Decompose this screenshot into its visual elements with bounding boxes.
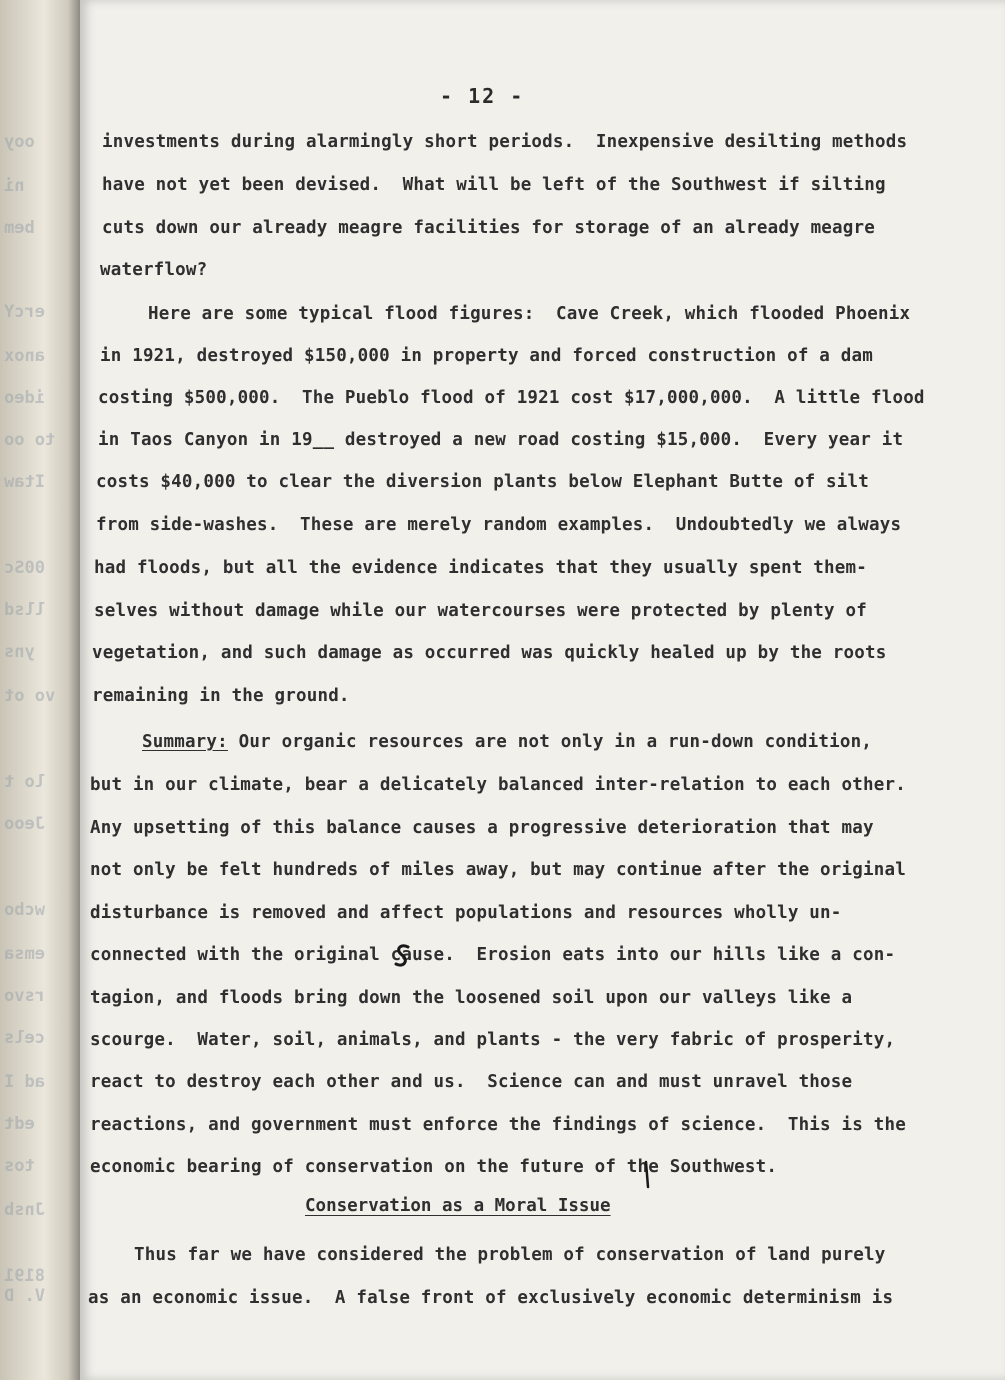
text-line: in Taos Canyon in 19__ destroyed a new road costing $15,000. Every year it <box>98 430 904 450</box>
text-line: costing $500,000. The Pueblo flood of 1921 cost $17,000,000. A little flood <box>98 388 925 408</box>
text-line: Thus far we have considered the problem of conservation of land purely <box>134 1245 886 1265</box>
bleed-fragment: anox <box>4 346 45 366</box>
text-line: tagion, and floods bring down the loosened soil upon our valleys like a <box>90 988 853 1008</box>
bleed-fragment: bem <box>4 218 35 238</box>
bleed-fragment: to oo <box>4 430 56 450</box>
bleed-fragment: lo t <box>4 772 45 792</box>
text-line: disturbance is removed and affect populations and resources wholly un- <box>90 903 842 923</box>
bleed-fragment: ad I <box>4 1072 45 1092</box>
text-line: but in our climate, bear a delicately balanced inter-relation to each other. <box>90 775 906 795</box>
text-line: selves without damage while our watercourses were protected by plenty of <box>94 601 867 621</box>
bleed-fragment: wcbo <box>4 900 45 920</box>
facing-page-bleed <box>0 0 70 1380</box>
text-line: waterflow? <box>100 260 208 280</box>
bleed-fragment: ooy <box>4 132 35 152</box>
text-line: scourge. Water, soil, animals, and plants - the very fabric of prosperity, <box>90 1030 896 1050</box>
bleed-fragment: 8191 <box>4 1266 45 1286</box>
text-line: from side-washes. These are merely random examples. Undoubtedly we always <box>96 515 902 535</box>
bleed-fragment: llsd <box>4 600 45 620</box>
bleed-fragment: cels <box>4 1028 45 1048</box>
text-line: Our organic resources are not only in a run-down condition, <box>227 732 873 752</box>
bleed-fragment: ercY <box>4 302 45 322</box>
handwritten-correction-mark <box>392 942 414 970</box>
bleed-fragment: emsa <box>4 944 45 964</box>
bleed-fragment: Jnsb <box>4 1200 45 1220</box>
text-line: remaining in the ground. <box>92 686 350 706</box>
text-line: have not yet been devised. What will be left of the Southwest if silting <box>102 175 886 195</box>
text-line: costs $40,000 to clear the diversion plants below Elephant Butte of silt <box>96 472 869 492</box>
text-line: not only be felt hundreds of miles away, but may continue after the original <box>90 860 906 880</box>
bleed-fragment: ni <box>4 176 25 196</box>
typewritten-page <box>80 0 1005 1380</box>
text-line: react to destroy each other and us. Science can and must unravel those <box>90 1072 853 1092</box>
summary-line <box>142 732 872 752</box>
text-line: vegetation, and such damage as occurred was quickly healed up by the roots <box>92 643 887 663</box>
bleed-fragment: V. D <box>4 1286 45 1306</box>
bleed-fragment: 00Sc <box>4 558 45 578</box>
bleed-fragment: Jeoo <box>4 814 45 834</box>
text-line: had floods, but all the evidence indicates that they usually spent them- <box>94 558 867 578</box>
handwritten-insertion-mark <box>642 1160 652 1190</box>
bleed-fragment: Itaw <box>4 472 45 492</box>
bleed-fragment: yns <box>4 642 35 662</box>
text-line: economic bearing of conservation on the future of the Southwest. <box>90 1157 778 1177</box>
text-line: as an economic issue. A false front of exclusively economic determinism is <box>88 1288 894 1308</box>
bleed-fragment: edt <box>4 1114 35 1134</box>
bleed-fragment: tos <box>4 1156 35 1176</box>
text-line: reactions, and government must enforce the findings of science. This is the <box>90 1115 906 1135</box>
bleed-fragment: ideo <box>4 388 45 408</box>
text-line: cuts down our already meagre facilities for storage of an already meagre <box>102 218 875 238</box>
text-line: in 1921, destroyed $150,000 in property and forced construction of a dam <box>100 346 873 366</box>
summary-label: Summary: <box>142 732 228 752</box>
bleed-fragment: rsvo <box>4 986 45 1006</box>
text-line: connected with the original cause. Erosion eats into our hills like a con- <box>90 945 896 965</box>
page-number: - 12 - <box>440 84 525 108</box>
bleed-fragment: vo ot <box>4 686 56 706</box>
text-line: Here are some typical flood figures: Cave Creek, which flooded Phoenix <box>148 304 911 324</box>
text-line: Any upsetting of this balance causes a progressive deterioration that may <box>90 818 874 838</box>
section-heading: Conservation as a Moral Issue <box>305 1196 611 1216</box>
text-line: investments during alarmingly short periods. Inexpensive desilting methods <box>102 132 908 152</box>
